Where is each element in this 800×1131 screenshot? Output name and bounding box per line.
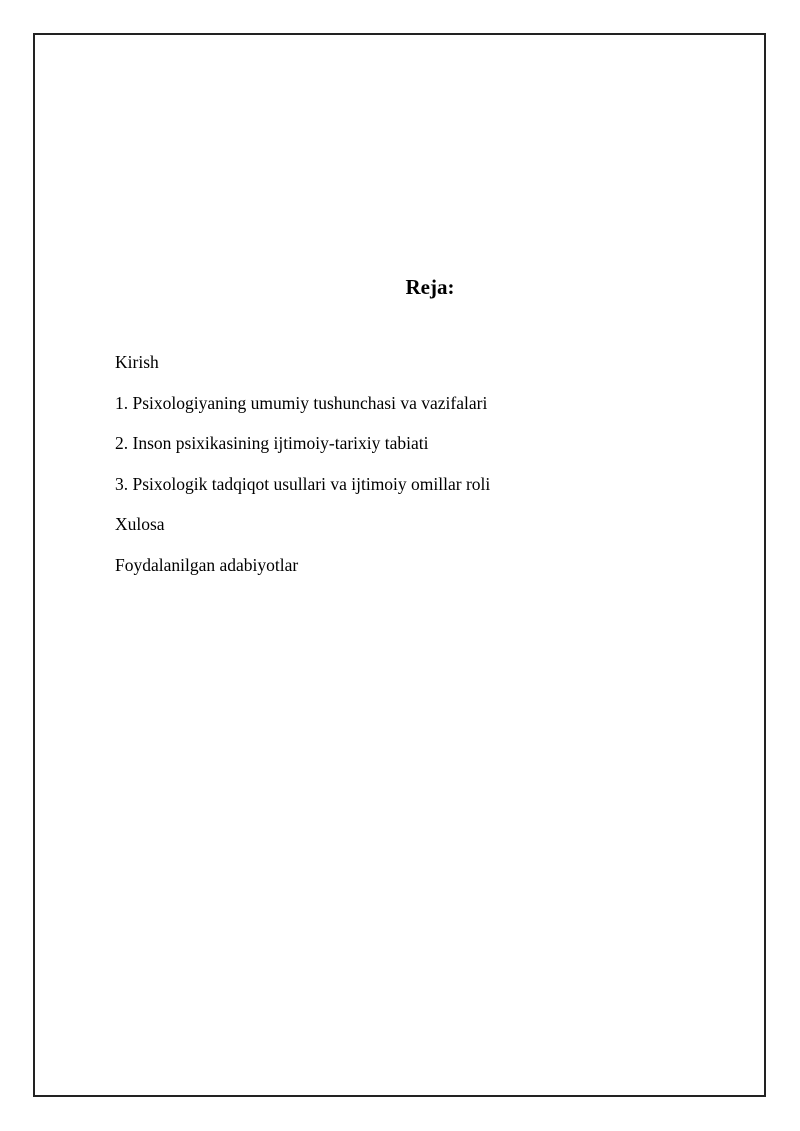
toc-item-introduction: Kirish (115, 352, 159, 372)
toc-item-chapter-2: 2. Inson psixikasining ijtimoiy-tarixiy tabiati (115, 433, 429, 454)
toc-item-conclusion: Xulosa (115, 514, 165, 535)
toc-item-chapter-1: 1. Psixologiyaning umumiy tushunchasi va vazifalari (115, 392, 488, 413)
table-of-contents (115, 351, 490, 595)
toc-item-references: Foydalanilgan adabiyotlar (115, 554, 299, 575)
toc-item-chapter-3: 3. Psixologik tadqiqot usullari va ijtimoiy omillar roli (115, 473, 491, 494)
page-title: Reja: (405, 275, 455, 299)
